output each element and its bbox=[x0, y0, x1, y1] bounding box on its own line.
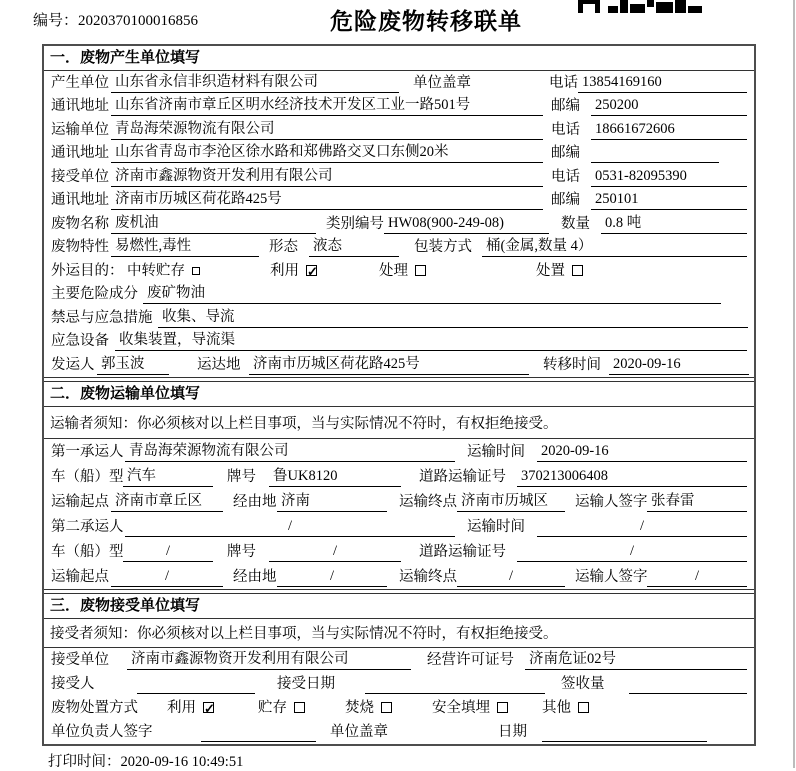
option-treat bbox=[379, 262, 426, 281]
page-header bbox=[0, 0, 796, 44]
producer-zip-value: 250200 bbox=[591, 96, 747, 116]
print-time-label: 打印时间： bbox=[48, 754, 121, 770]
row-emergency-equipment bbox=[44, 330, 754, 354]
packaging-value: 桶(金属,数量 4） bbox=[482, 237, 747, 257]
route-origin-2-value: / bbox=[111, 567, 223, 587]
option-label: 利用 bbox=[270, 262, 299, 279]
field-label: 经营许可证号 bbox=[427, 651, 514, 668]
row-route-1 bbox=[44, 489, 754, 514]
field-label: 发运人 bbox=[51, 356, 95, 373]
field-label: 运输终点 bbox=[399, 493, 457, 510]
row-route-2 bbox=[44, 564, 754, 589]
field-label: 转移时间 bbox=[543, 356, 601, 373]
checkbox-icon bbox=[192, 267, 200, 275]
transport-zip-value bbox=[591, 144, 719, 163]
field-label: 电话 bbox=[551, 121, 580, 138]
row-first-carrier bbox=[44, 439, 754, 464]
field-label: 运达地 bbox=[197, 356, 241, 373]
date-value bbox=[542, 723, 707, 742]
route-end-2-value: / bbox=[457, 567, 565, 587]
receiver-address-value: 济南市历城区荷花路425号 bbox=[111, 190, 543, 210]
option-label: 处置 bbox=[536, 262, 565, 279]
emergency-measures-value: 收集、导流 bbox=[158, 308, 748, 328]
checkbox-checked-icon bbox=[203, 702, 214, 713]
field-label: 接受单位 bbox=[51, 168, 109, 185]
option-label: 焚烧 bbox=[345, 699, 374, 716]
option-transfer-storage bbox=[127, 262, 200, 281]
option-landfill bbox=[432, 699, 508, 718]
responsible-signature-value bbox=[201, 723, 316, 742]
transfer-date-value: 2020-09-16 bbox=[609, 355, 749, 375]
field-label: 邮编 bbox=[551, 192, 580, 208]
field-label: 通讯地址 bbox=[51, 145, 109, 161]
option-label: 安全填埋 bbox=[432, 699, 490, 716]
row-vehicle-2 bbox=[44, 539, 754, 564]
plate-number-2-value: / bbox=[269, 542, 401, 562]
section-producer bbox=[44, 46, 754, 378]
field-label: 应急设备 bbox=[51, 333, 109, 349]
field-label: 经由地 bbox=[233, 568, 277, 585]
transport-address-value: 山东省青岛市李沧区徐水路和郑佛路交叉口东侧20米 bbox=[111, 143, 543, 163]
row-transport-unit bbox=[44, 118, 754, 142]
waste-property-value: 易燃性,毒性 bbox=[111, 237, 259, 257]
field-label: 废物处置方式 bbox=[51, 699, 138, 716]
checkbox-icon bbox=[572, 265, 583, 276]
row-second-carrier bbox=[44, 514, 754, 539]
shipper-name-value: 郭玉波 bbox=[97, 355, 169, 375]
qr-code-fragment-icon bbox=[578, 0, 702, 18]
page-title: 危险废物转移联单 bbox=[330, 9, 522, 34]
field-label: 类别编号 bbox=[326, 215, 384, 232]
field-label: 邮编 bbox=[551, 98, 580, 114]
manifest-form-table bbox=[42, 44, 756, 746]
field-label: 签收量 bbox=[561, 675, 605, 692]
checkbox-icon bbox=[381, 702, 392, 713]
row-receiver-address bbox=[44, 189, 754, 213]
checkbox-icon bbox=[294, 702, 305, 713]
receiver-notice: 接受者须知：你必须核对以上栏目事项，当与实际情况不符时，有权拒绝接受。 bbox=[44, 619, 754, 648]
row-acceptor bbox=[44, 672, 754, 696]
waste-quantity-value: 0.8 吨 bbox=[601, 214, 747, 234]
field-label: 电话 bbox=[549, 74, 578, 91]
field-label: 接受人 bbox=[51, 675, 95, 692]
field-label: 道路运输证号 bbox=[419, 468, 506, 485]
vehicle-type-value: 汽车 bbox=[123, 467, 213, 487]
field-label: 牌号 bbox=[227, 543, 256, 560]
field-label: 牌号 bbox=[227, 468, 256, 485]
hazard-components-value: 废矿物油 bbox=[143, 284, 721, 304]
route-via-value: 济南 bbox=[277, 492, 387, 512]
field-label: 形态 bbox=[269, 239, 298, 255]
road-permit-2-value: / bbox=[517, 542, 747, 562]
destination-value: 济南市历城区荷花路425号 bbox=[249, 355, 529, 375]
row-outbound-purpose bbox=[44, 259, 754, 283]
option-label: 中转贮存 bbox=[127, 262, 185, 279]
field-label: 外运目的： bbox=[51, 262, 124, 279]
transport-date-value: 2020-09-16 bbox=[537, 442, 747, 462]
field-label: 废物名称 bbox=[51, 215, 109, 232]
section-transporter bbox=[44, 381, 754, 590]
row-emergency-measures bbox=[44, 306, 754, 330]
waste-name-value: 废机油 bbox=[111, 214, 316, 234]
row-transport-address bbox=[44, 142, 754, 166]
field-label: 禁忌与应急措施 bbox=[51, 309, 153, 326]
acceptor-name-value bbox=[137, 675, 255, 694]
field-label: 运输时间 bbox=[467, 443, 525, 460]
section-transporter-title: 二．废物运输单位填写 bbox=[44, 382, 754, 407]
section-producer-title: 一．废物产生单位填写 bbox=[44, 46, 754, 71]
first-carrier-value: 青岛海荣源物流有限公司 bbox=[125, 442, 455, 462]
option-dispose bbox=[536, 262, 583, 281]
receiver-zip-value: 250101 bbox=[591, 190, 747, 210]
transport-date-2-value: / bbox=[537, 517, 747, 537]
vehicle-type-2-value: / bbox=[123, 542, 213, 562]
second-carrier-value: / bbox=[125, 517, 455, 537]
unit-stamp-label: 单位盖章 bbox=[330, 723, 388, 740]
carrier-signature-2-value: / bbox=[647, 567, 747, 587]
field-label: 运输人签字 bbox=[575, 568, 648, 585]
checkbox-icon bbox=[415, 265, 426, 276]
producer-unit-value: 山东省永信非织造材料有限公司 bbox=[111, 73, 399, 93]
row-waste-property bbox=[44, 236, 754, 260]
field-label: 运输时间 bbox=[467, 518, 525, 535]
option-utilize bbox=[167, 699, 214, 718]
transport-phone-value: 18661672606 bbox=[591, 120, 747, 140]
option-other bbox=[542, 699, 589, 718]
field-label: 包装方式 bbox=[414, 239, 472, 255]
receiver-unit-value: 济南市鑫源物资开发利用有限公司 bbox=[111, 167, 543, 187]
field-label: 邮编 bbox=[551, 145, 580, 161]
field-label: 第二承运人 bbox=[51, 518, 124, 535]
plate-number-value: 鲁UK8120 bbox=[269, 467, 401, 487]
row-receiver-unit bbox=[44, 165, 754, 189]
producer-phone-value: 13854169160 bbox=[578, 73, 747, 93]
field-label: 电话 bbox=[551, 168, 580, 185]
checkbox-icon bbox=[497, 702, 508, 713]
section-receiver bbox=[44, 593, 754, 744]
row-waste-name bbox=[44, 212, 754, 236]
receiver-phone-value: 0531-82095390 bbox=[591, 167, 747, 187]
field-label: 产生单位 bbox=[51, 74, 109, 91]
unit-stamp-label: 单位盖章 bbox=[413, 74, 471, 91]
license-number-value: 济南危证02号 bbox=[525, 650, 747, 670]
field-label: 运输终点 bbox=[399, 568, 457, 585]
carrier-signature-value: 张春雷 bbox=[647, 492, 747, 512]
option-label: 利用 bbox=[167, 699, 196, 716]
field-label: 通讯地址 bbox=[51, 192, 109, 208]
field-label: 车（船）型 bbox=[51, 543, 124, 560]
row-accepting-unit bbox=[44, 648, 754, 672]
field-label: 通讯地址 bbox=[51, 98, 109, 114]
print-time-value: 2020-09-16 10:49:51 bbox=[120, 754, 244, 770]
row-vehicle-1 bbox=[44, 464, 754, 489]
emergency-equipment-value: 收集装置，导流渠 bbox=[115, 331, 747, 351]
field-label: 废物特性 bbox=[51, 239, 109, 255]
field-label: 运输人签字 bbox=[575, 493, 648, 510]
option-incinerate bbox=[345, 699, 392, 718]
option-store bbox=[258, 699, 305, 718]
road-permit-value: 370213006408 bbox=[517, 467, 747, 487]
accepting-unit-value: 济南市鑫源物资开发利用有限公司 bbox=[127, 650, 411, 670]
row-producer-address bbox=[44, 95, 754, 119]
manifest-number-label: 编号： bbox=[33, 13, 79, 29]
route-end-value: 济南市历城区 bbox=[457, 492, 565, 512]
manifest-number-value: 2020370100016856 bbox=[78, 13, 199, 29]
field-label: 数量 bbox=[561, 215, 590, 232]
field-label: 接受单位 bbox=[51, 651, 109, 668]
field-label: 日期 bbox=[498, 723, 527, 740]
option-label: 处理 bbox=[379, 262, 408, 279]
received-amount-value bbox=[629, 675, 747, 694]
route-via-2-value: / bbox=[277, 567, 387, 587]
waste-category-code-value: HW08(900-249-08) bbox=[384, 214, 549, 234]
option-label: 贮存 bbox=[258, 699, 287, 716]
field-label: 单位负责人签字 bbox=[51, 723, 153, 740]
checkbox-checked-icon bbox=[306, 265, 317, 276]
section-receiver-title: 三．废物接受单位填写 bbox=[44, 594, 754, 619]
option-label: 其他 bbox=[542, 699, 571, 716]
waste-form-value: 液态 bbox=[309, 237, 399, 257]
row-responsible-signature bbox=[44, 720, 754, 744]
field-label: 车（船）型 bbox=[51, 468, 124, 485]
row-producer-unit bbox=[44, 71, 754, 95]
row-shipper bbox=[44, 353, 754, 377]
field-label: 接受日期 bbox=[277, 675, 335, 692]
route-origin-value: 济南市章丘区 bbox=[111, 492, 223, 512]
row-hazard-components bbox=[44, 283, 754, 307]
transport-unit-value: 青岛海荣源物流有限公司 bbox=[111, 120, 543, 140]
page-right-edge-line bbox=[793, 0, 795, 768]
field-label: 经由地 bbox=[233, 493, 277, 510]
field-label: 道路运输证号 bbox=[419, 543, 506, 560]
manifest-number bbox=[33, 9, 198, 30]
producer-address-value: 山东省济南市章丘区明水经济技术开发区工业一路501号 bbox=[111, 96, 543, 116]
field-label: 主要危险成分 bbox=[51, 286, 138, 302]
option-utilize bbox=[270, 262, 317, 281]
field-label: 运输起点 bbox=[51, 493, 109, 510]
field-label: 运输起点 bbox=[51, 568, 109, 585]
checkbox-icon bbox=[578, 702, 589, 713]
transporter-notice: 运输者须知：你必须核对以上栏目事项，当与实际情况不符时，有权拒绝接受。 bbox=[44, 407, 754, 439]
row-disposal-method bbox=[44, 696, 754, 720]
field-label: 第一承运人 bbox=[51, 443, 124, 460]
field-label: 运输单位 bbox=[51, 121, 109, 138]
accept-date-value bbox=[365, 675, 545, 694]
